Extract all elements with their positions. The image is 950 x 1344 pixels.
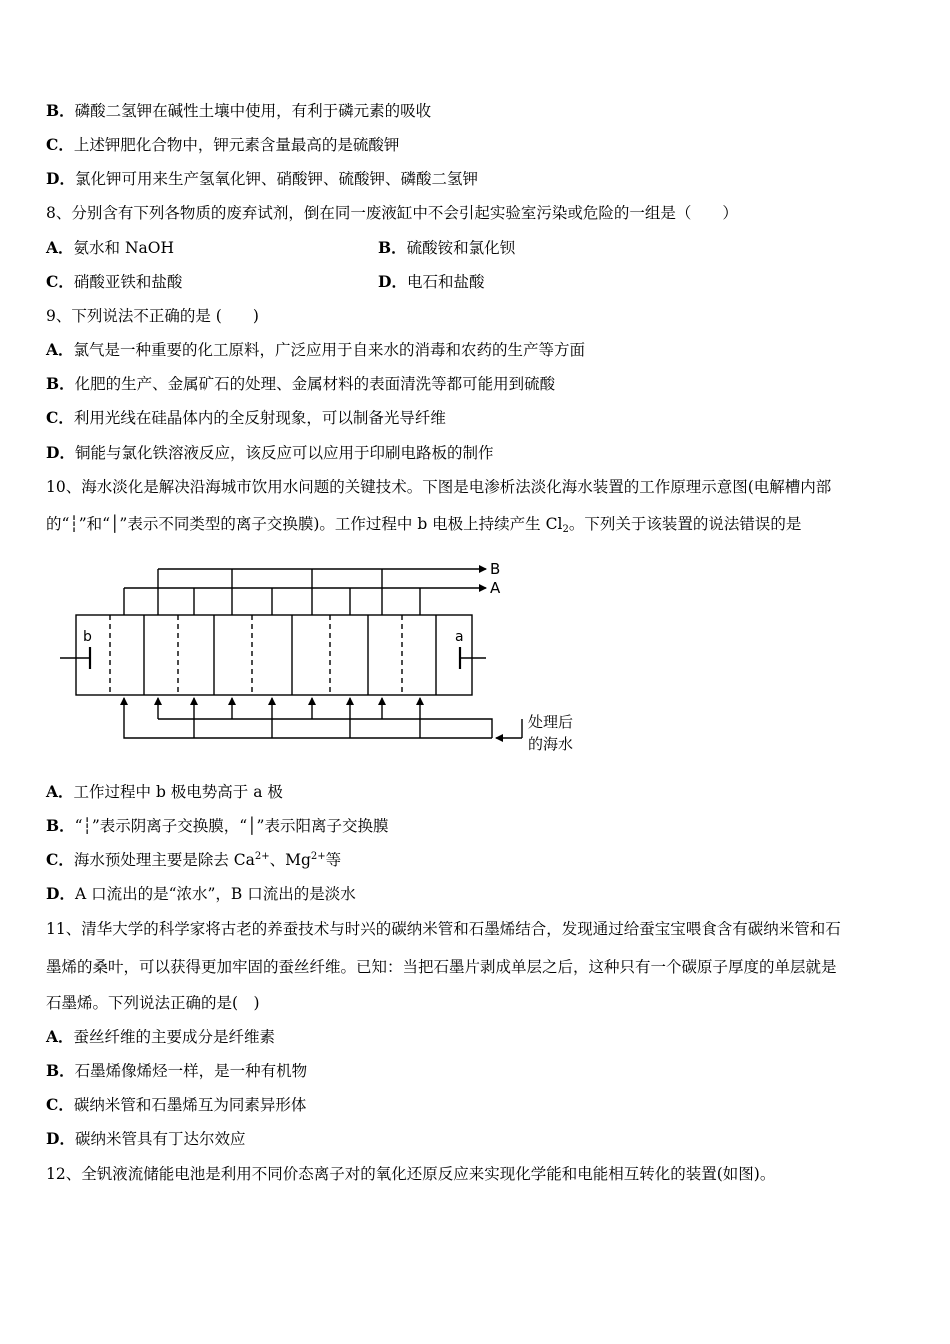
label-inlet-line1: 处理后 (528, 713, 574, 731)
q11-stem-line2: 墨烯的桑叶，可以获得更加牢固的蚕丝纤维。已知：当把石墨片剥成单层之后，这种只有一个碳原子厚度的单层就是 (46, 958, 837, 976)
inlet-pipe (124, 698, 492, 738)
q7-option-b: B．磷酸二氢钾在碱性土壤中使用，有利于磷元素的吸收 (46, 101, 432, 120)
q11-stem-line3: 石墨烯。下列说法正确的是( ) (46, 994, 260, 1012)
q10-option-c: C．海水预处理主要是除去 $Ca^{2+}$、$Mg^{2+}$等 (46, 850, 342, 869)
q11-option-b: B．石墨烯像烯烃一样，是一种有机物 (46, 1061, 308, 1080)
label-b-outlet: B (490, 560, 501, 578)
q8-option-d: D．电石和盐酸 (378, 272, 485, 291)
q7-option-c: C．上述钾肥化合物中，钾元素含量最高的是硫酸钾 (46, 135, 400, 154)
inlet-feed-loop (158, 719, 492, 738)
q11-stem-line1: 11、清华大学的科学家将古老的养蚕技术与时兴的碳纳米管和石墨烯结合，发现通过给蚕宝宝喂食含有碳纳米管和石 (46, 920, 841, 938)
q8-option-a: A．氨水和 NaOH (46, 238, 174, 257)
q8-stem: 8、分别含有下列各物质的废弃试剂，倒在同一废液缸中不会引起实验室污染或危险的一组是（ ） (46, 204, 738, 222)
q11-option-a: A．蚕丝纤维的主要成分是纤维素 (46, 1027, 276, 1046)
q10-option-b: B．“┆”表示阴离子交换膜，“│”表示阳离子交换膜 (46, 816, 389, 835)
q7-option-d: D．氯化钾可用来生产氢氧化钾、硝酸钾、硫酸钾、磷酸二氢钾 (46, 169, 478, 188)
electrodialysis-diagram (52, 555, 612, 755)
q11-option-d: D．碳纳米管具有丁达尔效应 (46, 1129, 246, 1148)
q10-option-a: A．工作过程中 b 极电势高于 a 极 (46, 782, 283, 801)
q9-option-c: C．利用光线在硅晶体内的全反射现象，可以制备光导纤维 (46, 408, 446, 427)
q11-option-c: C．碳纳米管和石墨烯互为同素异形体 (46, 1095, 307, 1114)
q9-option-d: D．铜能与氯化铁溶液反应，该反应可以应用于印刷电路板的制作 (46, 443, 494, 462)
q10-stem-line1: 10、海水淡化是解决沿海城市饮用水问题的关键技术。下图是电渗析法淡化海水装置的工作原理示意图(电解槽内部 (46, 478, 832, 496)
q9-option-a: A．氯气是一种重要的化工原料，广泛应用于自来水的消毒和农药的生产等方面 (46, 340, 586, 359)
label-a-outlet: A (490, 579, 501, 597)
q9-option-b: B．化肥的生产、金属矿石的处理、金属材料的表面清洗等都可能用到硫酸 (46, 374, 556, 393)
label-electrode-b: b (83, 629, 92, 645)
label-inlet-line2: 的海水 (528, 735, 574, 753)
label-electrode-a: a (455, 629, 464, 645)
q10-option-d: D．A 口流出的是“浓水”，B 口流出的是淡水 (46, 884, 356, 903)
q8-option-c: C．硝酸亚铁和盐酸 (46, 272, 183, 291)
q9-stem: 9、下列说法不正确的是 ( ) (46, 307, 259, 325)
q10-stem-line2: 的“┆”和“│”表示不同类型的离子交换膜)。工作过程中 b 电极上持续产生 $Cl_2$。下列关于该装置的说法错误的是 (46, 515, 802, 535)
q8-option-b: B．硫酸铵和氯化钡 (378, 238, 516, 257)
q12-stem: 12、全钒液流储能电池是利用不同价态离子对的氧化还原反应来实现化学能和电能相互转化的装置(如图)。 (46, 1165, 776, 1183)
electrolytic-cell (76, 615, 472, 695)
